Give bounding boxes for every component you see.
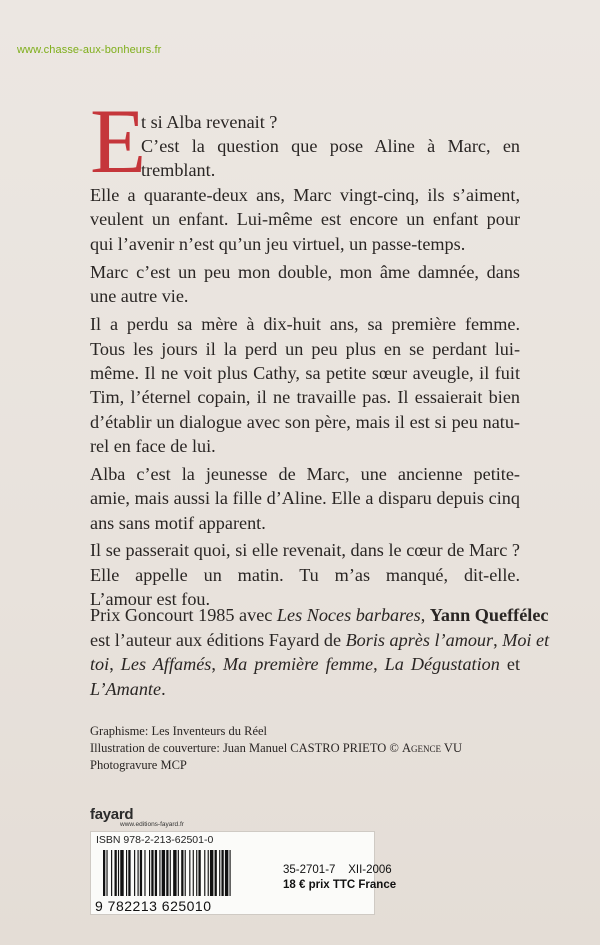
barcode-bar: [151, 850, 153, 896]
blurb-line: Tous les jours il la perd un peu plus en se perdant lui-: [90, 339, 520, 359]
barcode-bar: [111, 850, 112, 896]
drop-cap: E: [90, 90, 147, 192]
blurb-line: L’amour est fou.: [90, 589, 211, 609]
bio-line: [90, 628, 550, 653]
credit-agency: Agence VU: [402, 741, 462, 755]
blurb-line: Il se passerait quoi, si elle revenait, dans le cœur de Marc ?: [90, 540, 520, 560]
barcode-bar: [196, 850, 197, 896]
blurb-line: rel en face de lui.: [90, 436, 216, 456]
blurb-line: t si Alba revenait ?: [141, 112, 278, 132]
price-ref-line: [283, 863, 396, 878]
catalog-ref: 35-2701-7: [283, 864, 336, 876]
barcode-bar: [230, 850, 231, 896]
bio-work-title: Les Affamés: [120, 654, 212, 674]
barcode-bar: [103, 850, 105, 896]
bio-line: [90, 652, 520, 677]
barcode-bar: [170, 850, 171, 896]
price-block: [283, 863, 396, 893]
credit-photogravure: Photogravure MCP: [90, 758, 187, 772]
blurb-line: Elle appelle un matin. Tu m’as manqué, dit-elle.: [90, 565, 520, 585]
blurb-line: qui l’avenir n’est qu’un jeu virtuel, un passe-temps.: [90, 234, 466, 254]
price-text: 18 € prix TTC France: [283, 879, 397, 891]
bio-work-title: Moi et: [502, 630, 550, 650]
blurb-line: Tim, l’éternel copain, il ne travaille pas. Il essaierait bien: [90, 387, 520, 407]
blurb-line: Il a perdu sa mère à dix-huit ans, sa première femme.: [90, 314, 520, 334]
bio-work-title: Boris après l’amour: [345, 630, 494, 650]
publisher-logo: fayard: [90, 806, 134, 823]
barcode-bar: [215, 850, 217, 896]
bio-text: .: [161, 679, 166, 699]
barcode-bar: [185, 850, 186, 896]
blurb-line: amie, mais aussi la fille d’Aline. Elle a disparu depuis cinq: [90, 488, 520, 508]
barcode-bar: [149, 850, 150, 896]
blurb-line: Elle a quarante-deux ans, Marc vingt-cinq, ils s’aiment,: [90, 185, 520, 205]
blurb-line: Marc c’est un peu mon double, mon âme damnée, dans: [90, 262, 520, 282]
author-name: Yann Queffélec: [429, 605, 549, 625]
blurb-line: une autre vie.: [90, 286, 189, 306]
blurb-line: d’établir un dialogue avec son père, mais il est si peu natu-: [90, 412, 520, 432]
bio-line: [90, 677, 166, 702]
credit-illustration: [90, 740, 462, 757]
publisher-url: www.editions-fayard.fr: [120, 821, 184, 828]
blurb-line: Alba c’est la jeunesse de Marc, une ancienne petite-: [90, 464, 520, 484]
bio-text: ,: [211, 654, 223, 674]
bio-text: est l’auteur aux éditions Fayard de: [90, 630, 346, 650]
barcode-bar: [221, 850, 223, 896]
barcode-bar: [155, 850, 157, 896]
barcode-bar: [208, 850, 209, 896]
barcode-bar: [128, 850, 130, 896]
bio-line: [90, 603, 549, 628]
bio-work-title: Ma première femme: [222, 654, 374, 674]
barcode-bar: [120, 850, 123, 896]
barcode-bar: [138, 850, 139, 896]
barcode-bar: [198, 850, 200, 896]
barcode-bar: [118, 850, 119, 896]
bio-text: ,: [109, 654, 121, 674]
price-line: [283, 878, 396, 893]
barcode-bar: [115, 850, 117, 896]
barcode-bar: [144, 850, 145, 896]
barcode-bar: [173, 850, 176, 896]
barcode-bar: [159, 850, 160, 896]
barcode-bar: [210, 850, 213, 896]
barcode-bar: [162, 850, 165, 896]
barcode-bar: [181, 850, 183, 896]
blurb-line: tremblant.: [141, 160, 216, 180]
barcode-bar: [193, 850, 194, 896]
credits: [90, 723, 462, 774]
barcode-bars: [103, 850, 273, 902]
bio-text: et: [499, 654, 521, 674]
bio-work-title: toi: [90, 654, 110, 674]
bio-text: Prix Goncourt 1985 avec: [90, 605, 277, 625]
credit-graphisme: Graphisme: Les Inventeurs du Réel: [90, 724, 268, 738]
barcode-bar: [219, 850, 220, 896]
barcode-bar: [189, 850, 190, 896]
barcode-bar: [106, 850, 107, 896]
barcode-bar: [204, 850, 205, 896]
bio-work-title: Les Noces barbares: [276, 605, 421, 625]
bio-text: ,: [493, 630, 503, 650]
blurb-line: veulent un enfant. Lui-même est encore un enfant pour: [90, 209, 520, 229]
bio-work-title: La Dégustation: [384, 654, 500, 674]
watermark-url[interactable]: www.chasse-aux-bonheurs.fr: [17, 44, 162, 56]
ean-number: 9 782213 625010: [95, 898, 212, 914]
barcode-bar: [166, 850, 168, 896]
barcode-bar: [178, 850, 179, 896]
bio-text: ,: [373, 654, 385, 674]
blurb-line: C’est la question que pose Aline à Marc, en: [141, 136, 520, 156]
barcode-bar: [140, 850, 142, 896]
barcode-bar: [134, 850, 135, 896]
credit-illustration-text: Illustration de couverture: Juan Manuel CASTRO PRIETO ©: [90, 741, 402, 755]
print-date: XII-2006: [348, 864, 392, 876]
bio-text: ,: [420, 605, 430, 625]
blurb-line: même. Il ne voit plus Cathy, sa petite sœur aveugle, il fuit: [90, 363, 520, 383]
blurb-line: ans sans motif apparent.: [90, 513, 266, 533]
barcode-bar: [225, 850, 228, 896]
barcode-bar: [126, 850, 127, 896]
bio-work-title: L’Amante: [90, 679, 162, 699]
isbn-label: ISBN 978-2-213-62501-0: [96, 834, 214, 846]
